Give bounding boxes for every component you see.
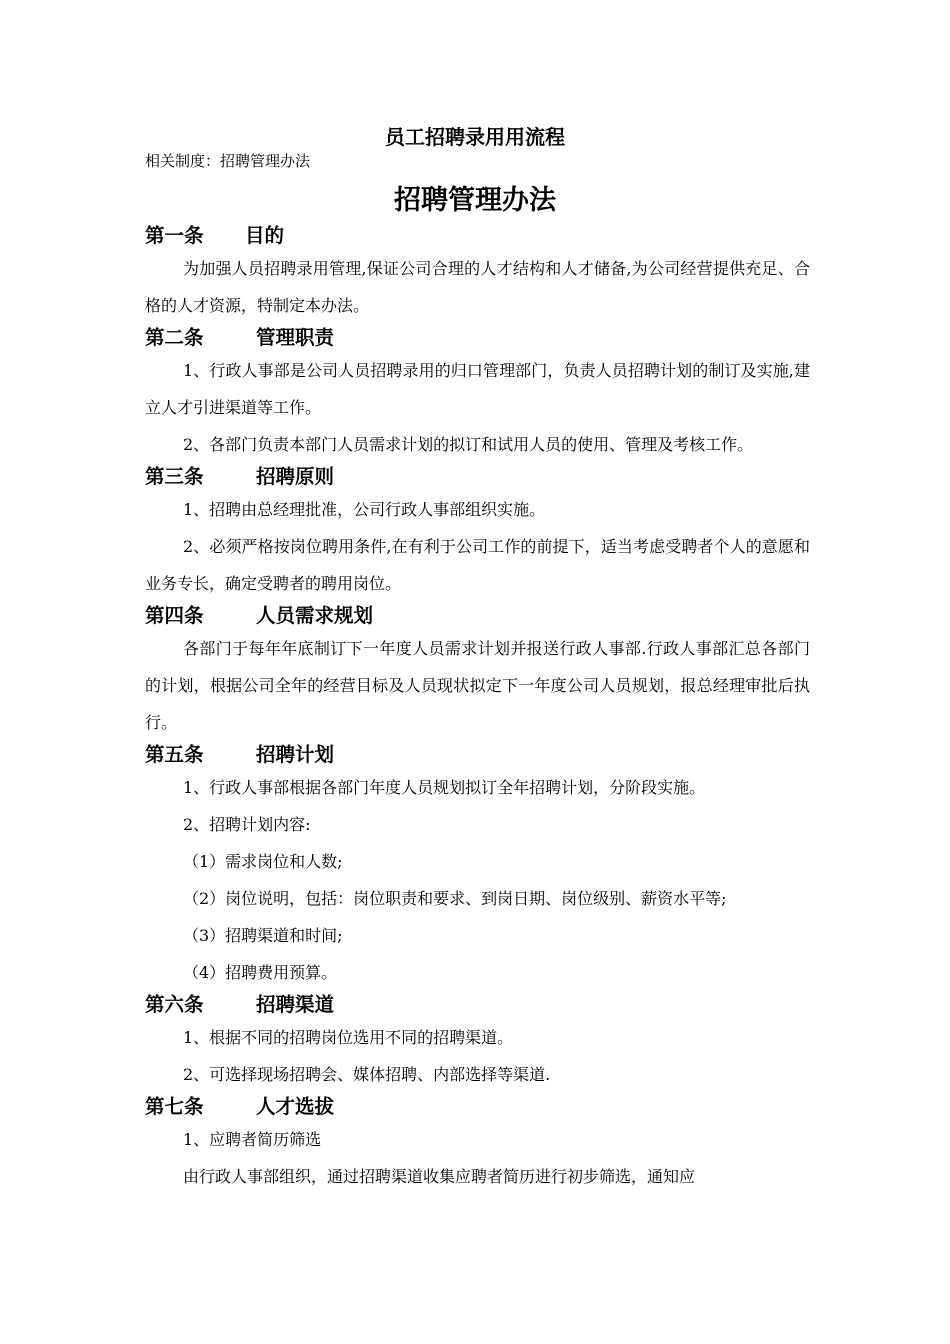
article-6 [145,991,810,1093]
paragraph: 1、根据不同的招聘岗位选用不同的招聘渠道。 [183,1028,514,1047]
article-heading [145,222,810,250]
paragraph: （3）招聘渠道和时间; [183,926,343,945]
document-title: 员工招聘录用用流程 [385,125,565,149]
article-number: 第四条 [145,604,204,627]
paragraph: 2、招聘计划内容: [183,815,311,834]
paragraph: 2、必须严格按岗位聘用条件,在有利于公司工作的前提下，适当考虑受聘者个人的意愿和业务专长，确定受聘者的聘用岗位。 [145,537,810,593]
paragraph: 1、行政人事部根据各部门年度人员规划拟订全年招聘计划，分阶段实施。 [183,778,706,797]
article-heading [145,991,810,1019]
paragraph: 2、各部门负责本部门人员需求计划的拟订和试用人员的使用、管理及考核工作。 [183,435,754,454]
article-number: 第六条 [145,993,204,1016]
article-5 [145,741,810,991]
article-heading [145,463,810,491]
article-2 [145,324,810,463]
article-heading [145,324,810,352]
article-title: 招聘原则 [256,465,335,488]
article-title: 人员需求规划 [256,604,374,627]
paragraph: （1）需求岗位和人数; [183,852,343,871]
paragraph: 各部门于每年年底制订下一年度人员需求计划并报送行政人事部.行政人事部汇总各部门的计划，根据公司全年的经营目标及人员现状拟定下一年度公司人员规划，报总经理审批后执行。 [145,639,810,732]
paragraph: （2）岗位说明，包括：岗位职责和要求、到岗日期、岗位级别、薪资水平等; [183,889,727,908]
paragraph: 2、可选择现场招聘会、媒体招聘、内部选择等渠道. [183,1065,551,1084]
article-title: 人才选拔 [256,1095,335,1118]
article-number: 第五条 [145,743,204,766]
article-heading [145,1093,810,1121]
article-heading [145,602,810,630]
paragraph: 1、招聘由总经理批准，公司行政人事部组织实施。 [183,500,546,519]
article-heading [145,741,810,769]
paragraph: 为加强人员招聘录用管理,保证公司合理的人才结构和人才储备,为公司经营提供充足、合格的人才资源，特制定本办法。 [145,259,810,315]
paragraph: 1、应聘者简历筛选 [183,1130,322,1149]
article-title: 管理职责 [256,326,335,349]
paragraph: 由行政人事部组织，通过招聘渠道收集应聘者简历进行初步筛选，通知应 [183,1167,696,1186]
article-number: 第二条 [145,326,204,349]
document-body [145,222,810,1195]
article-number: 第一条 [145,224,204,247]
article-3 [145,463,810,602]
article-number: 第三条 [145,465,204,488]
article-title: 招聘计划 [256,743,335,766]
article-number: 第七条 [145,1095,204,1118]
article-1 [145,222,810,324]
main-title: 招聘管理办法 [394,185,556,216]
article-4 [145,602,810,741]
article-title: 招聘渠道 [256,993,335,1016]
article-7 [145,1093,810,1195]
paragraph: （4）招聘费用预算。 [183,963,338,982]
related-policy-line: 相关制度：招聘管理办法 [145,152,311,170]
article-title: 目的 [245,224,285,247]
paragraph: 1、行政人事部是公司人员招聘录用的归口管理部门，负责人员招聘计划的制订及实施,建立人才引进渠道等工作。 [145,361,810,417]
